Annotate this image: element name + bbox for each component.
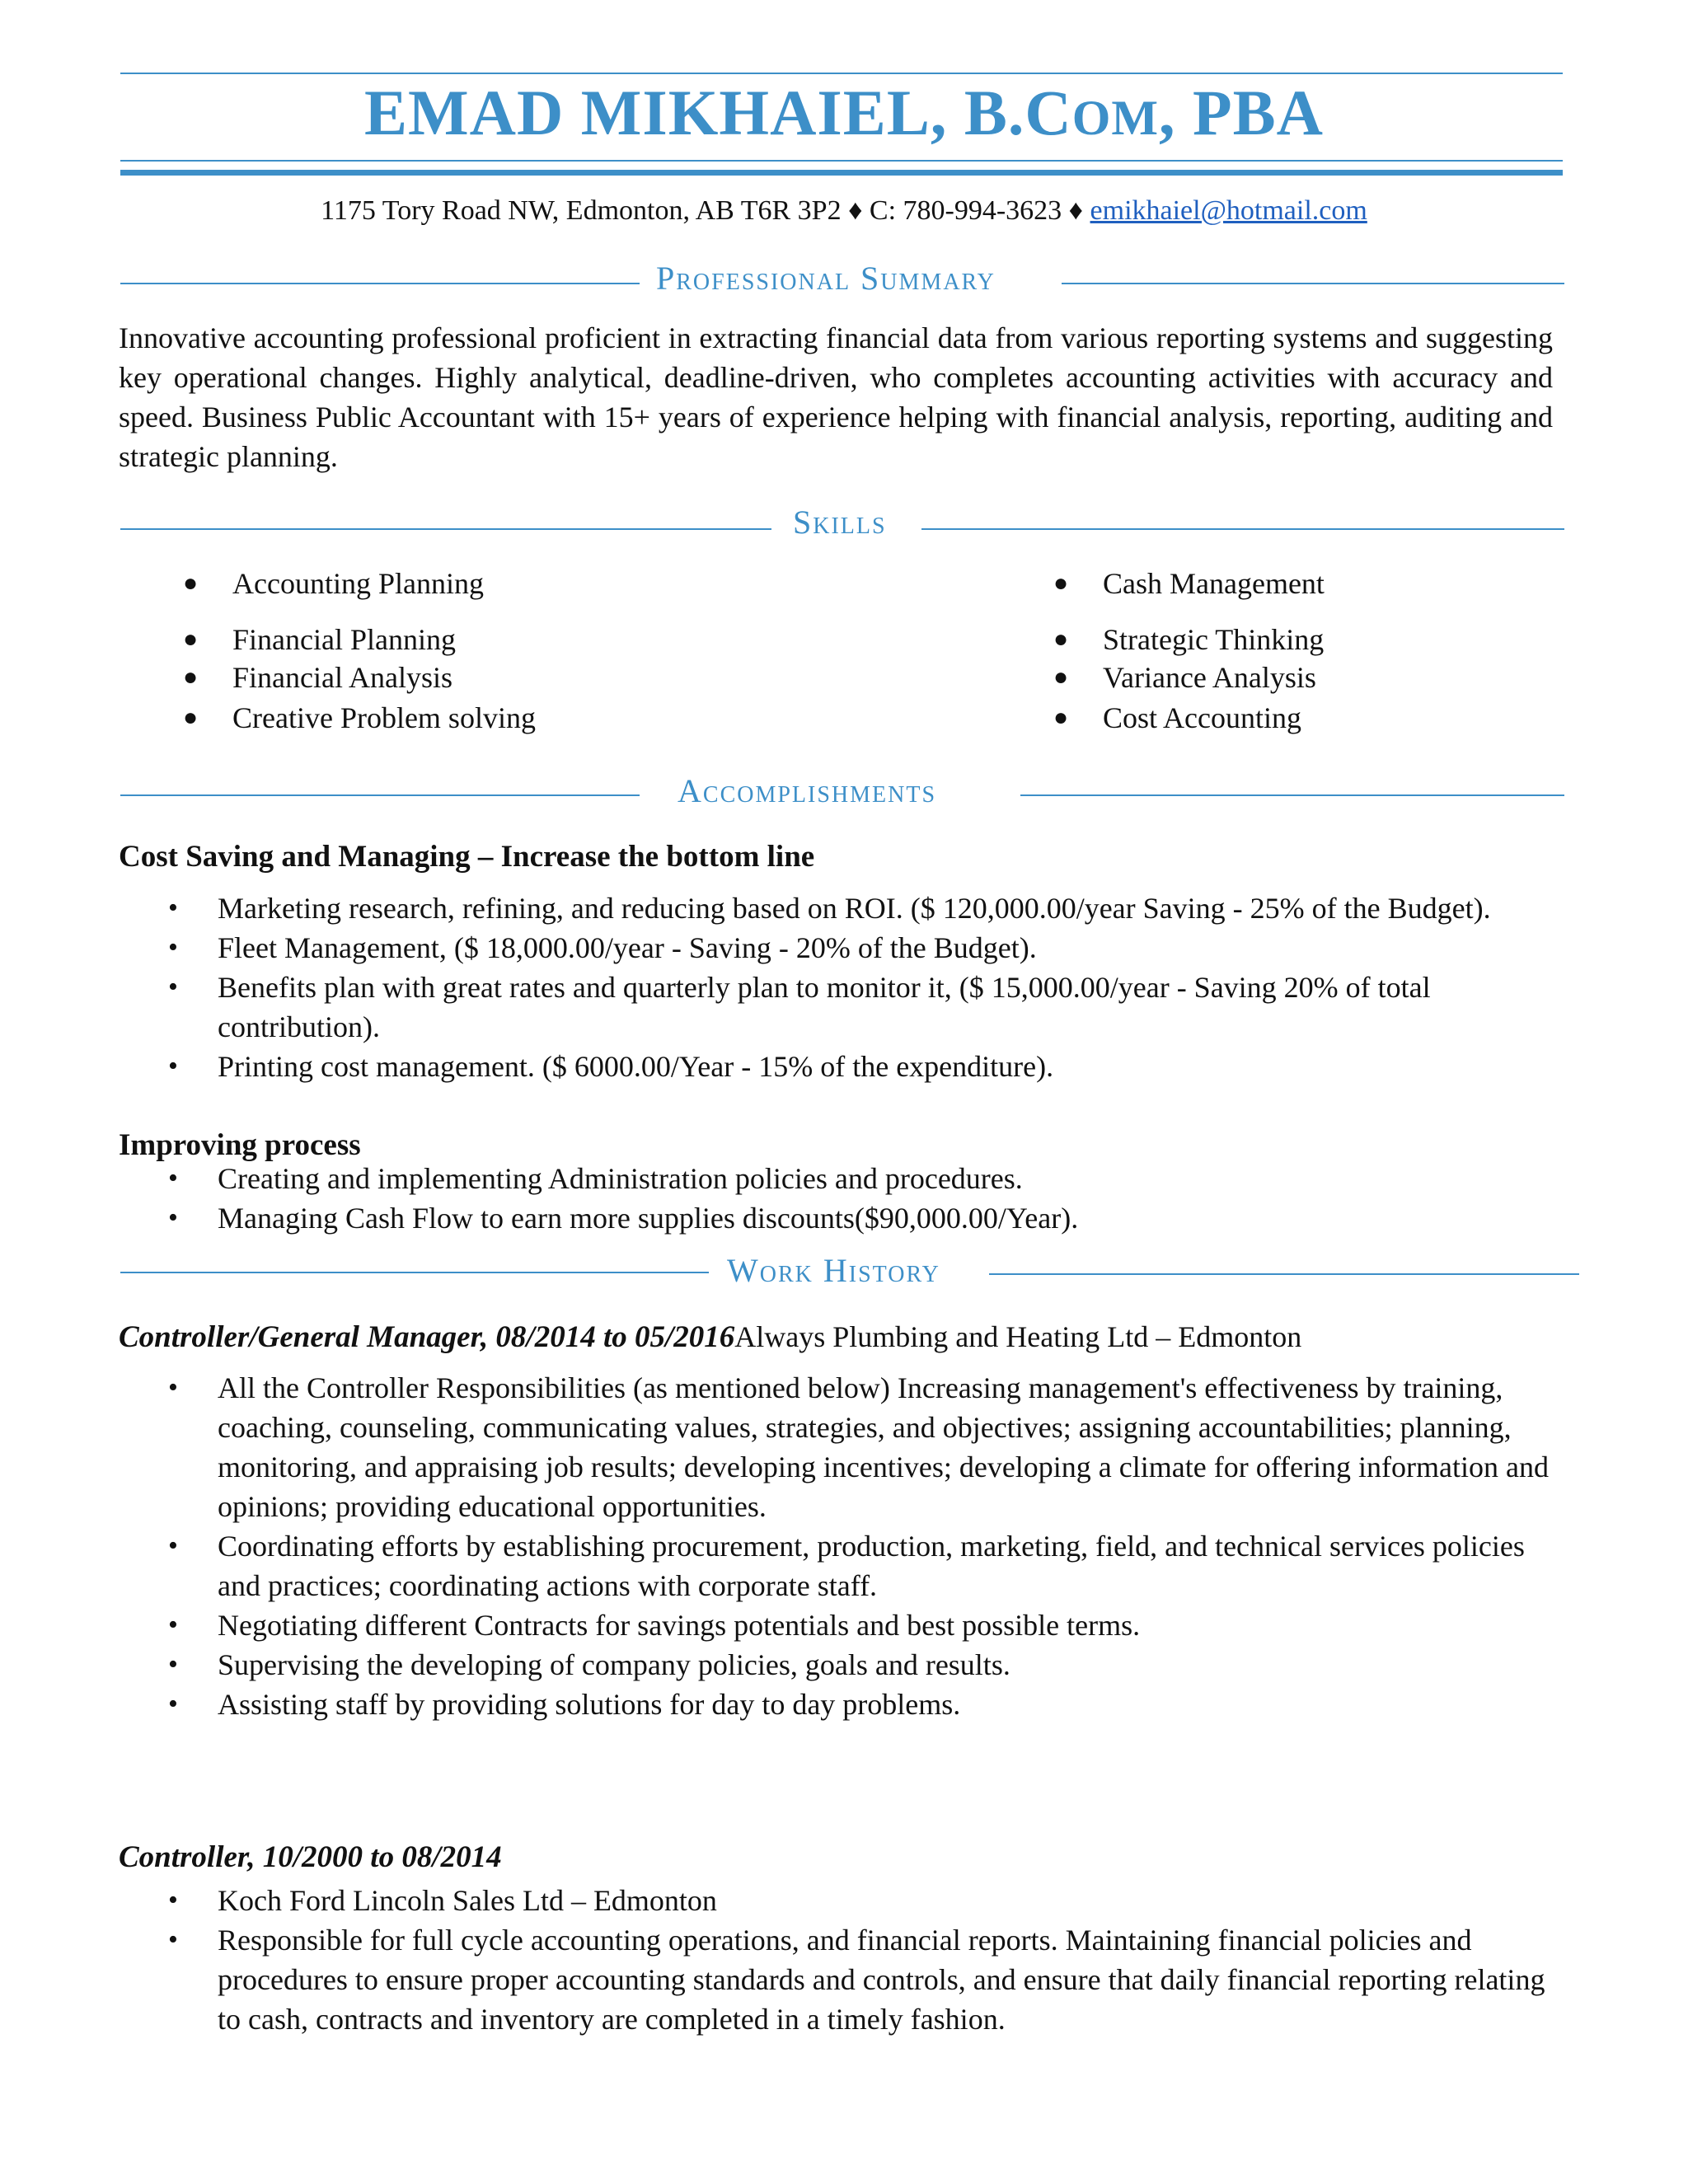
- list-item: [168, 1368, 1569, 1526]
- job-company: Always Plumbing and Heating Ltd – Edmonton: [734, 1320, 1302, 1353]
- contact-line: [0, 193, 1688, 229]
- job-title: [119, 1317, 1301, 1357]
- job-title: Controller, 10/2000 to 08/2014: [119, 1840, 502, 1874]
- list-item: • Coordinating efforts by establishing procurement, production, marketing, field, and technical services policies and practices; coordinating actions with corporate staff.: [168, 1526, 1569, 1605]
- bullet-icon: ●: [183, 704, 199, 731]
- bullet-icon: ●: [183, 626, 199, 653]
- list-item: • Assisting staff by providing solutions for day to day problems.: [168, 1685, 1569, 1724]
- skill-item: Cost Accounting: [1103, 701, 1301, 734]
- accomplishments-list-cost: [168, 888, 1569, 1086]
- contact-address-phone: 1175 Tory Road NW, Edmonton, AB T6R 3P2 ♦ C: 780-994-3623 ♦: [321, 195, 1084, 226]
- list-item: • Supervising the developing of company policies, goals and results.: [168, 1645, 1569, 1685]
- list-item: • Fleet Management, ($ 18,000.00/year - Saving - 20% of the Budget).: [168, 928, 1569, 968]
- header-top-rule: [120, 73, 1563, 74]
- skill-item: Financial Planning: [232, 623, 456, 656]
- job-title-text: Controller/General Manager, 08/2014 to 05/2016: [119, 1320, 735, 1354]
- bullet-icon: ●: [1053, 569, 1069, 597]
- list-item: • Managing Cash Flow to earn more supplies discounts($90,000.00/Year).: [168, 1198, 1569, 1238]
- bullet-icon: ●: [1053, 704, 1069, 731]
- job-duties-list: [168, 1881, 1569, 2039]
- skill-item: Cash Management: [1103, 567, 1325, 600]
- skill-item: Creative Problem solving: [232, 701, 536, 734]
- list-item: • Marketing research, refining, and reducing based on ROI. ($ 120,000.00/year Saving - 25% of the Budget).: [168, 888, 1569, 928]
- duty-line: • All the Controller Responsibilities (as mentioned below) Increasing management's effectiveness by training,: [218, 1371, 1503, 1404]
- candidate-name: [0, 76, 1688, 155]
- accomplishments-group-title: Improving process: [119, 1128, 361, 1162]
- job-duties-list: [168, 1368, 1569, 1724]
- name-small-caps: OM: [1071, 91, 1160, 145]
- work-rule-right: [989, 1273, 1579, 1275]
- name-main: EMAD MIKHAIEL, B.C: [363, 77, 1072, 148]
- bullet-icon: ●: [1053, 626, 1069, 653]
- skills-rule-right: [921, 528, 1564, 530]
- list-item: • Responsible for full cycle accounting operations, and financial reports. Maintaining financial policies and procedures to ensure proper accounting standards and controls, and ensure that daily financial reporting relating to cash, contracts and inventory are completed in a timely fashion.: [168, 1920, 1569, 2039]
- list-item: • Negotiating different Contracts for savings potentials and best possible terms.: [168, 1605, 1569, 1645]
- duty-line: coaching, counseling, communicating values, strategies, and objectives; assigning accountabilities; planning,: [218, 1411, 1512, 1444]
- accomplishments-rule-left: [120, 794, 640, 796]
- list-item: • Koch Ford Lincoln Sales Ltd – Edmonton: [168, 1881, 1569, 1920]
- email-link[interactable]: emikhaiel@hotmail.com: [1090, 195, 1367, 226]
- bullet-icon: ●: [1053, 663, 1069, 691]
- skills-heading: Skills: [793, 504, 887, 541]
- summary-text: Innovative accounting professional proficient in extracting financial data from various reporting systems and suggesting key operational changes. Highly analytical, deadline-driven, who completes accounting activities with accuracy and speed. Business Public Accountant with 15+ years of experience helping with financial analysis, reporting, auditing and strategic planning.: [119, 321, 1553, 473]
- list-item: • Benefits plan with great rates and quarterly plan to monitor it, ($ 15,000.00/year - Saving 20% of total contribution).: [168, 968, 1569, 1047]
- skills-rule-left: [120, 528, 771, 530]
- skill-item: Variance Analysis: [1103, 661, 1316, 694]
- bullet-icon: ●: [183, 569, 199, 597]
- accomplishments-heading: Accomplishments: [678, 772, 937, 809]
- work-rule-left: [120, 1272, 709, 1273]
- list-item: • Printing cost management. ($ 6000.00/Year - 15% of the expenditure).: [168, 1047, 1569, 1086]
- summary-heading: Professional Summary: [656, 260, 996, 297]
- header-thin-rule: [120, 160, 1563, 162]
- accomplishments-group-title: Cost Saving and Managing – Increase the bottom line: [119, 840, 815, 874]
- skill-item: Financial Analysis: [232, 661, 452, 694]
- bullet-icon: ●: [183, 663, 199, 691]
- skill-item: Accounting Planning: [232, 567, 484, 600]
- summary-rule-left: [120, 283, 640, 284]
- header-thick-rule: [120, 170, 1563, 176]
- summary-rule-right: [1062, 283, 1564, 284]
- work-heading: Work History: [727, 1252, 940, 1289]
- name-credentials: , PBA: [1159, 77, 1325, 148]
- accomplishments-rule-right: [1020, 794, 1564, 796]
- skill-item: Strategic Thinking: [1103, 623, 1325, 656]
- duty-line: monitoring, and appraising job results; developing incentives; developing a climate for offering information and opinions; providing educational opportunities.: [218, 1451, 1549, 1523]
- list-item: • Creating and implementing Administration policies and procedures.: [168, 1159, 1569, 1198]
- accomplishments-list-process: [168, 1159, 1569, 1238]
